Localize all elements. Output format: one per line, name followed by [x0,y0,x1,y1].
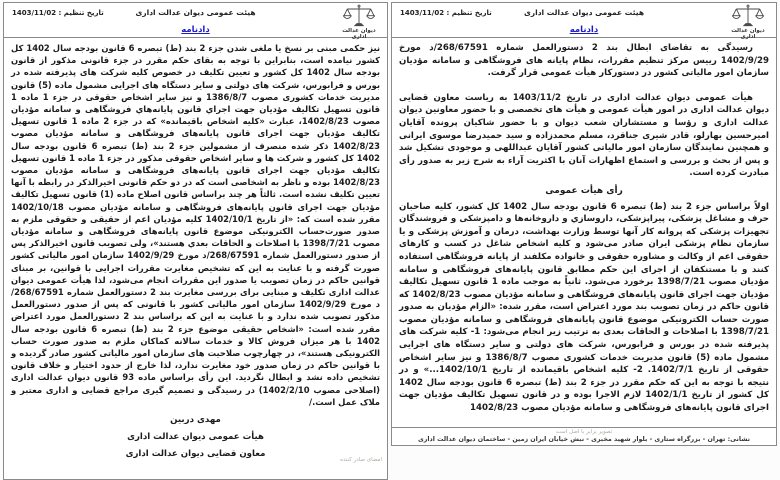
paragraph-case-intro: رسیدگی به تقاضای ابطال بند 2 دستورالعمل شماره 268/67591/د مورخ 1402/9/29 رییس مرکز تنظیم مقررات، نظام پایانه های فروشگاهی و سامانه مؤدیان سازمان امور مالیاتی کشور در دستورکار هیأت عمومی قرار گرفت. [399,43,769,79]
page-2 [3,2,388,480]
page-1 [391,2,777,446]
prepared-date-label: تاریخ تنظیم : 1403/11/02 [12,9,104,17]
document-type-label: دادنامه [181,25,210,35]
paragraph-session-description: هیأت عمومی دیوان عدالت اداری در تاریخ 1403/11/2 به ریاست معاون قضایی دیوان عدالت اداری در امور هیأت عمومی و هیأت های تخصصی و با حضور معاونین دیوان عدالت اداری و رؤسا و مستشاران شعب دیوان و با حضور شاکیان پرونده آقایان امیرحسین بهارلو، قادر شیری جناقرد، مسلم محمدزاده و سید حمیدرضا موسوی ایرانی و همچنین نمایندگان سازمان امور مالیاتی کشور آقایان عبداللهی و موجودی تشکیل شد و پس از بحث و بررسی و استماع اظهارات آنان با اکثریت آراء به شرح زیر به صدور رأی مبادرت کرده است. [399,92,769,179]
page-2-header-center [4,3,387,36]
scales-of-justice-icon [335,4,383,29]
page-2-body [4,38,387,463]
document-type-label: دادنامه [569,25,599,35]
court-logo [724,4,772,40]
paragraph-ruling-part-1: اولاً براساس جزء 2 بند (ط) تبصره 6 قانون بودجه سال 1402 کل کشور، کلیه صاحبان حرف و مشاغل پزشکی، پیراپزشکی، داروسازي و داروخانه‌ها و دامپزشکی و فروشندگان تجهیزات پزشکی که پروانه کار آنها توسط وزارت بهداشت، درمان و آموزش پزشکی و یا سازمان نظام پزشکی ایران صادر می‌شود و کلیه اشخاص شاغل در کسب و کارهای حقوقی اعم از وکالت و مشاوره حقوقی و خانواده مکلفند از پایانه فروشگاهی استفاده کنند و با مستنکفان از اجرای این حکم مطابق قانون پایانه‌های فروشگاهی و سامانه مؤدیان مصوب 1398/7/21 برخورد می‌شود. ثانیاً به موجب ماده 1 قانون تسهیل تکالیف مؤدیان جهت اجرای قانون پایانه‌های فروشگاهی و سامانه مؤدیان مصوب 1402/8/23 که قانون حاکم در زمان تصویب بند مورد اعتراض است، مقرر شده: «الزام مؤدیان به صدور صورت حساب الکترونیکی موضوع قانون پایانه‌های فروشگاهی و سامانه مؤدیان مصوب 1398/7/21 با اصلاحات و الحاقات بعدی به ترتیب زیر انجام می‌شود: 1- کلیه شرکت های پذیرفته شده در بورس و فرابورس، شرکت های دولتی و سایر دستگاه های اجرایی مشمول ماده (5) قانون مدیریت خدمات کشوری مصوب 1386/8/7 و نیز سایر اشخاص حقوقی از تاریخ 1402/7/1. 2- کلیه اشخاص باقیمانده از تاریخ 1402/10/1...» و در نتیجه با توجه به این که حکم مقرر در جزء 2 بند (ط) تبصره 6 قانون بودجه سال 1402 کل کشور از تاریخ 1402/1/1 لازم الاجرا بوده و در قانون تسهیل تکالیف مؤدیان جهت اجرای قانون پایانه‌های فروشگاهی و سامانه مؤدیان مصوب 1402/8/23 [399,201,770,414]
court-logo [335,4,383,40]
court-name-title: هیئت عمومی دیوان عدالت اداری [523,8,645,17]
court-name-title: هیئت عمومی دیوان عدالت اداری [135,8,256,17]
page-1-footer [392,427,776,445]
page-2-header [4,3,387,38]
paragraph-ruling-part-2: نیز حکمی مبنی بر نسخ یا ملغی شدن جزء 2 بند (ط) تبصره 6 قانون بودجه سال 1402 کل کشور نیامده است، بنابراین با توجه به بقای حکم مقرر در جزء قانونی مذکور از قانون بودجه سال 1402 کل کشور و تعیین تکلیف در خصوص کلیه شرکت های پذیرفته شده در بورس و فرابورس، شرکت های دولتی و سایر دستگاه های اجرایی مشمول ماده (5) قانون مدیریت خدمات کشوری مصوب 1386/8/7 و نیز سایر اشخاص حقوقی در جزء 1 ماده 1 قانون تسهیل تکالیف مؤدیان جهت اجراي قانون پایانه‌هاي فروشگاهی و سامانه مؤدیان مصوب 1402/8/23، عبارت «کلیه اشخاص باقیمانده» که در جزء 2 ماده 1 قانون تسهیل تکالیف مؤدیان جهت اجرای قانون پایانه‌های فروشگاهی و سامانه مؤدیان مصوب 1402/8/23 ذکر شده منصرف از مشمولین جزء 2 بند (ط) تبصره 6 قانون بودجه سال 1402 کل کشور و شرکت ها و سایر اشخاص حقوقی مذکور در جزء 1 ماده 1 قانون تسهیل تکالیف مؤدیان جهت اجرای قانون پایانه‌های فروشگاهی و سامانه مؤدیان مصوب 1402/8/23 بوده و ناظر به اشخاصی است که در دو حکم قانونی اخیرالذکر در رابطه با آنها تعیین تکلیف نشده است. ثالثاً هر چند براساس قانون اصلاح ماده (1) قانون تسهیل تکالیف مؤدیان جهت اجرای قانون پایانه‌های فروشگاهی و سامانه مؤدیان مصوب 1402/10/18 مقرر شده است که: «از تاریخ 1402/10/1 کلیه مؤدیان اعم از حقیقی و حقوقی ملزم به صدور صورت‌حساب الکترونیکی موضوع قانون پایانه‌های فروشگاهی و سامانه مؤدیان مصوب 1398/7/21 با اصلاحات و الحاقات بعدي هستند»، ولی تصویب قانون اخیرالذکر پس از صدور دستورالعمل شماره 268/67591/د مورخ 1402/9/29 سازمان امور مالیاتی کشور صورت گرفته و با عنایت به این که تشخیص مغایرت مقررات اجرایی با قوانین، بر مبنای قوانین حاکم در زمان تصویب یا صدور این مقررات انجام می‌شود، لذا هیأت عمومی دیوان عدالت اداری تکلیف و مبنایی برای بررسی مغایرت بند 2 دستورالعمل شماره 268/67591/د مورخ 1402/9/29 سازمان امور مالیاتی کشور با قانونی که پس از صدور دستورالعمل مذکور تصویب شده ندارد و با عنایت به این که براساس بند 2 دستورالعمل مورد اعتراض مقرر شده است: «اشخاص حقیقی موضوع جزء 2 بند (ط) تبصره 6 قانون بودجه سال 1402 با هر میزان فروش کالا و خدمات سالانه کماکان ملزم به صدور صورت حساب الکترونیکی هستند»، در چهارچوب صلاحیت های سازمان امور مالیاتی کشور صادر گردیده و با قوانین حاکم در زمان صدور خود مغایرت ندارد، لذا خارج از حدود اختیار و خلاف قانون تشخیص داده نشد و ابطال نگردید. این رأی براساس ماده 93 قانون دیوان عدالت اداری (اصلاحی مصوب 1402/2/10) در رسیدگی و تصمیم گیری مراجع قضایی و اداری معتبر و ملاک عمل است./ [11,43,381,407]
issuer-signature-note: امضای صادر کننده [340,457,382,463]
signatory-role-line: معاون قضایی دیوان عدالت اداری [125,449,266,460]
page-1-header-center [392,3,776,36]
prepared-date-label: تاریخ تنظیم : 1403/11/02 [400,9,492,17]
paragraph-spacer [399,80,769,92]
certified-copy-note: تصویر برابر با اصل است [555,429,613,435]
court-logo-caption: دیوان عدالت اداری [731,28,765,40]
signatory-name: مهدی دربین [170,415,221,426]
court-logo-caption: دیوان عدالت اداری [342,28,376,40]
page-1-header [392,3,776,38]
scales-of-justice-icon [724,4,772,29]
ruling-section-heading: رأی هیأت عمومی [545,185,623,196]
page-1-body [392,38,776,422]
signature-block [11,412,380,463]
court-address-line: نشانی: تهران - بزرگراه ستاری - بلوار شهید مخبری - نبش خیابان ایران زمین - ساختمان دیوان عدالت اداری [418,436,750,443]
signatory-org-line: هیأت عمومی دیوان عدالت اداری [127,432,264,443]
